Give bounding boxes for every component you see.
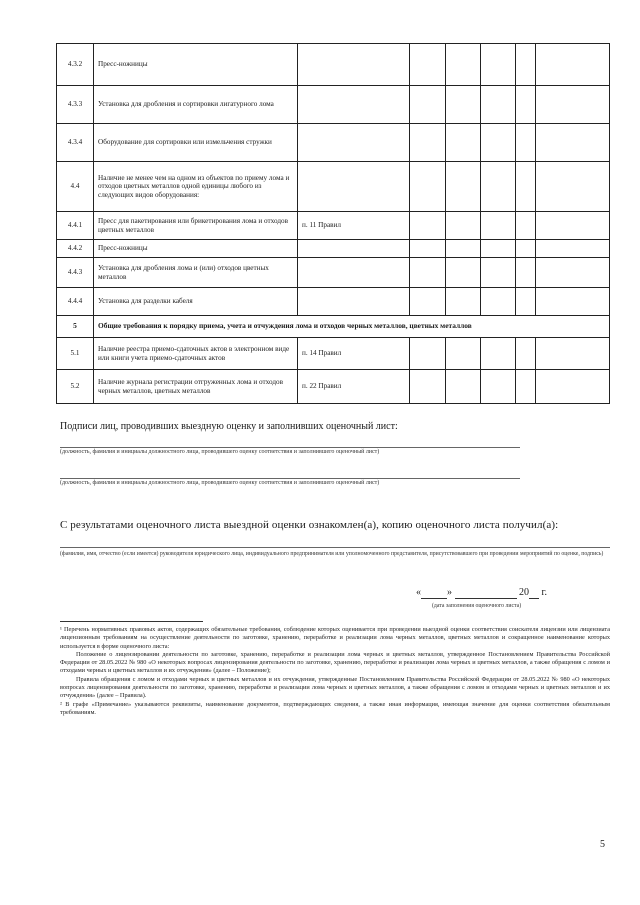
answer-yes-cell[interactable] bbox=[410, 44, 446, 86]
answer-na-cell[interactable] bbox=[481, 258, 516, 288]
answer-no-cell[interactable] bbox=[446, 338, 481, 370]
answer-na-cell[interactable] bbox=[481, 338, 516, 370]
date-open-quote: « bbox=[416, 587, 421, 598]
note-cell[interactable] bbox=[536, 338, 610, 370]
req-cell bbox=[298, 44, 410, 86]
answer-yes-cell[interactable] bbox=[410, 240, 446, 258]
answer-na-cell[interactable] bbox=[481, 124, 516, 162]
answer-no-cell[interactable] bbox=[446, 86, 481, 124]
date-year-blank[interactable] bbox=[529, 587, 539, 599]
table-row bbox=[57, 288, 610, 316]
req-cell bbox=[298, 288, 410, 316]
row-number: 4.4 bbox=[57, 162, 94, 212]
result-signature-line[interactable] bbox=[60, 547, 610, 548]
row-number: 5.1 bbox=[57, 338, 94, 370]
answer-na-cell[interactable] bbox=[481, 86, 516, 124]
date-year-prefix: 20 bbox=[519, 587, 529, 598]
answer-na-cell[interactable] bbox=[481, 288, 516, 316]
req-cell: п. 14 Правил bbox=[298, 338, 410, 370]
extra-cell[interactable] bbox=[516, 240, 536, 258]
note-cell[interactable] bbox=[536, 288, 610, 316]
note-cell[interactable] bbox=[536, 162, 610, 212]
row-number: 4.4.4 bbox=[57, 288, 94, 316]
date-caption: (дата заполнения оценочного листа) bbox=[432, 603, 522, 609]
note-cell[interactable] bbox=[536, 86, 610, 124]
answer-yes-cell[interactable] bbox=[410, 162, 446, 212]
table-row bbox=[57, 240, 610, 258]
date-month-blank[interactable] bbox=[455, 587, 517, 599]
note-cell[interactable] bbox=[536, 370, 610, 404]
signatures-title: Подписи лиц, проводивших выездную оценку и заполнивших оценочный лист: bbox=[60, 421, 398, 432]
signature-line-2[interactable] bbox=[60, 478, 520, 479]
answer-no-cell[interactable] bbox=[446, 44, 481, 86]
answer-yes-cell[interactable] bbox=[410, 86, 446, 124]
row-number: 4.3.4 bbox=[57, 124, 94, 162]
section-number: 5 bbox=[57, 316, 94, 338]
footnote-2: ² В графе «Примечание» указываются реквизиты, наименование документов, подтверждающих сведения, а также иная информация, имеющая значение для оценки соответствия обязательным требованиям. bbox=[60, 700, 610, 716]
result-statement: С результатами оценочного листа выездной оценки ознакомлен(а), копию оценочного листа получил(а): bbox=[60, 519, 559, 531]
extra-cell[interactable] bbox=[516, 162, 536, 212]
extra-cell[interactable] bbox=[516, 338, 536, 370]
req-cell bbox=[298, 86, 410, 124]
row-text: Наличие журнала регистрации отгруженных лома и отходов черных металлов, цветных металлов bbox=[94, 370, 298, 404]
req-cell bbox=[298, 162, 410, 212]
extra-cell[interactable] bbox=[516, 258, 536, 288]
row-text: Установка для дробления лома и (или) отходов цветных металлов bbox=[94, 258, 298, 288]
note-cell[interactable] bbox=[536, 212, 610, 240]
answer-yes-cell[interactable] bbox=[410, 212, 446, 240]
answer-no-cell[interactable] bbox=[446, 288, 481, 316]
row-text: Установка для дробления и сортировки лигатурного лома bbox=[94, 86, 298, 124]
row-text: Установка для разделки кабеля bbox=[94, 288, 298, 316]
answer-yes-cell[interactable] bbox=[410, 258, 446, 288]
row-text: Пресс-ножницы bbox=[94, 44, 298, 86]
table-row bbox=[57, 86, 610, 124]
footnote-1-item-2: Правила обращения с ломом и отходами черных и цветных металлов и их отчуждения, утвержденные Постановлением Правительства Российской Федерации от 28.05.2022 № 980 «О некоторых вопросах лицензирования деятельности по заготовке, хранению, переработке и реализации лома черных и цветных металлов, а также обращения с ломом и отходами черных и цветных металлов и их отчуждения» (далее – Правила). bbox=[60, 675, 610, 700]
answer-no-cell[interactable] bbox=[446, 370, 481, 404]
date-field bbox=[416, 587, 547, 599]
answer-yes-cell[interactable] bbox=[410, 370, 446, 404]
table-row bbox=[57, 258, 610, 288]
signature-caption-2: (должность, фамилия и инициалы должностного лица, проводившего оценку соответствия и заполнившего оценочный лист) bbox=[60, 480, 380, 486]
answer-yes-cell[interactable] bbox=[410, 338, 446, 370]
table-row bbox=[57, 370, 610, 404]
result-caption: (фамилия, имя, отчество (если имеется) руководителя юридического лица, индивидуального предпринимателя или уполномоченного представителя, присутствовавшего при проведении мероприятий по оценке, подпись) bbox=[60, 551, 604, 557]
row-text: Оборудование для сортировки или измельчения стружки bbox=[94, 124, 298, 162]
table-row bbox=[57, 124, 610, 162]
note-cell[interactable] bbox=[536, 44, 610, 86]
signature-line-1[interactable] bbox=[60, 447, 520, 448]
answer-yes-cell[interactable] bbox=[410, 124, 446, 162]
footnote-divider bbox=[60, 621, 203, 622]
answer-no-cell[interactable] bbox=[446, 240, 481, 258]
answer-no-cell[interactable] bbox=[446, 162, 481, 212]
answer-no-cell[interactable] bbox=[446, 258, 481, 288]
extra-cell[interactable] bbox=[516, 212, 536, 240]
answer-no-cell[interactable] bbox=[446, 212, 481, 240]
row-number: 4.3.3 bbox=[57, 86, 94, 124]
signature-caption-1: (должность, фамилия и инициалы должностного лица, проводившего оценку соответствия и заполнившего оценочный лист) bbox=[60, 449, 380, 455]
assessment-table bbox=[56, 43, 610, 404]
row-number: 4.4.3 bbox=[57, 258, 94, 288]
footnotes bbox=[60, 626, 610, 717]
req-cell bbox=[298, 240, 410, 258]
table-row bbox=[57, 338, 610, 370]
answer-na-cell[interactable] bbox=[481, 162, 516, 212]
date-year-suffix: г. bbox=[541, 587, 547, 598]
row-text: Пресс для пакетирования или брикетирования лома и отходов цветных металлов bbox=[94, 212, 298, 240]
row-number: 4.4.2 bbox=[57, 240, 94, 258]
req-cell bbox=[298, 258, 410, 288]
req-cell: п. 11 Правил bbox=[298, 212, 410, 240]
note-cell[interactable] bbox=[536, 124, 610, 162]
row-text: Наличие реестра приемо-сдаточных актов в электронном виде или книги учета приемо-сдаточных актов bbox=[94, 338, 298, 370]
footnote-1: ¹ Перечень нормативных правовых актов, содержащих обязательные требования, соблюдение которых оценивается при проведении выездной оценки соответствия соискателя лицензии или лицензиата лицензионным требованиям на осуществление деятельности по заготовке, хранению, переработке и реализации лома черных металлов, цветных металлов и сокращенное наименование которых используется в форме оценочного листа: bbox=[60, 626, 610, 650]
row-number: 5.2 bbox=[57, 370, 94, 404]
row-text: Наличие не менее чем на одном из объектов по приему лома и отходов цветных металлов одной единицы любого из следующих видов оборудования: bbox=[94, 162, 298, 212]
req-cell bbox=[298, 124, 410, 162]
answer-na-cell[interactable] bbox=[481, 44, 516, 86]
note-cell[interactable] bbox=[536, 258, 610, 288]
row-text: Пресс-ножницы bbox=[94, 240, 298, 258]
footnote-1-item-1: Положение о лицензировании деятельности по заготовке, хранению, переработке и реализации лома черных и цветных металлов, утвержденное Постановлением Правительства Российской Федерации от 28.05.2022 № 980 «О некоторых вопросах лицензирования деятельности по заготовке, хранению, переработке и реализации лома черных и цветных металлов, а также обращения с ломом и отходами черных и цветных металлов и их отчуждения» (далее – Положение); bbox=[60, 650, 610, 675]
answer-yes-cell[interactable] bbox=[410, 288, 446, 316]
table-row bbox=[57, 212, 610, 240]
extra-cell[interactable] bbox=[516, 288, 536, 316]
req-cell: п. 22 Правил bbox=[298, 370, 410, 404]
answer-na-cell[interactable] bbox=[481, 370, 516, 404]
extra-cell[interactable] bbox=[516, 370, 536, 404]
section-title: Общие требования к порядку приема, учета и отчуждения лома и отходов черных металлов, цветных металлов bbox=[94, 316, 610, 338]
answer-no-cell[interactable] bbox=[446, 124, 481, 162]
note-cell[interactable] bbox=[536, 240, 610, 258]
answer-na-cell[interactable] bbox=[481, 240, 516, 258]
extra-cell[interactable] bbox=[516, 44, 536, 86]
table-row bbox=[57, 162, 610, 212]
extra-cell[interactable] bbox=[516, 86, 536, 124]
answer-na-cell[interactable] bbox=[481, 212, 516, 240]
row-number: 4.3.2 bbox=[57, 44, 94, 86]
section-row bbox=[57, 316, 610, 338]
date-close-quote: » bbox=[447, 587, 452, 598]
row-number: 4.4.1 bbox=[57, 212, 94, 240]
extra-cell[interactable] bbox=[516, 124, 536, 162]
table-row bbox=[57, 44, 610, 86]
date-day-blank[interactable] bbox=[421, 587, 447, 599]
page-number: 5 bbox=[600, 839, 605, 850]
